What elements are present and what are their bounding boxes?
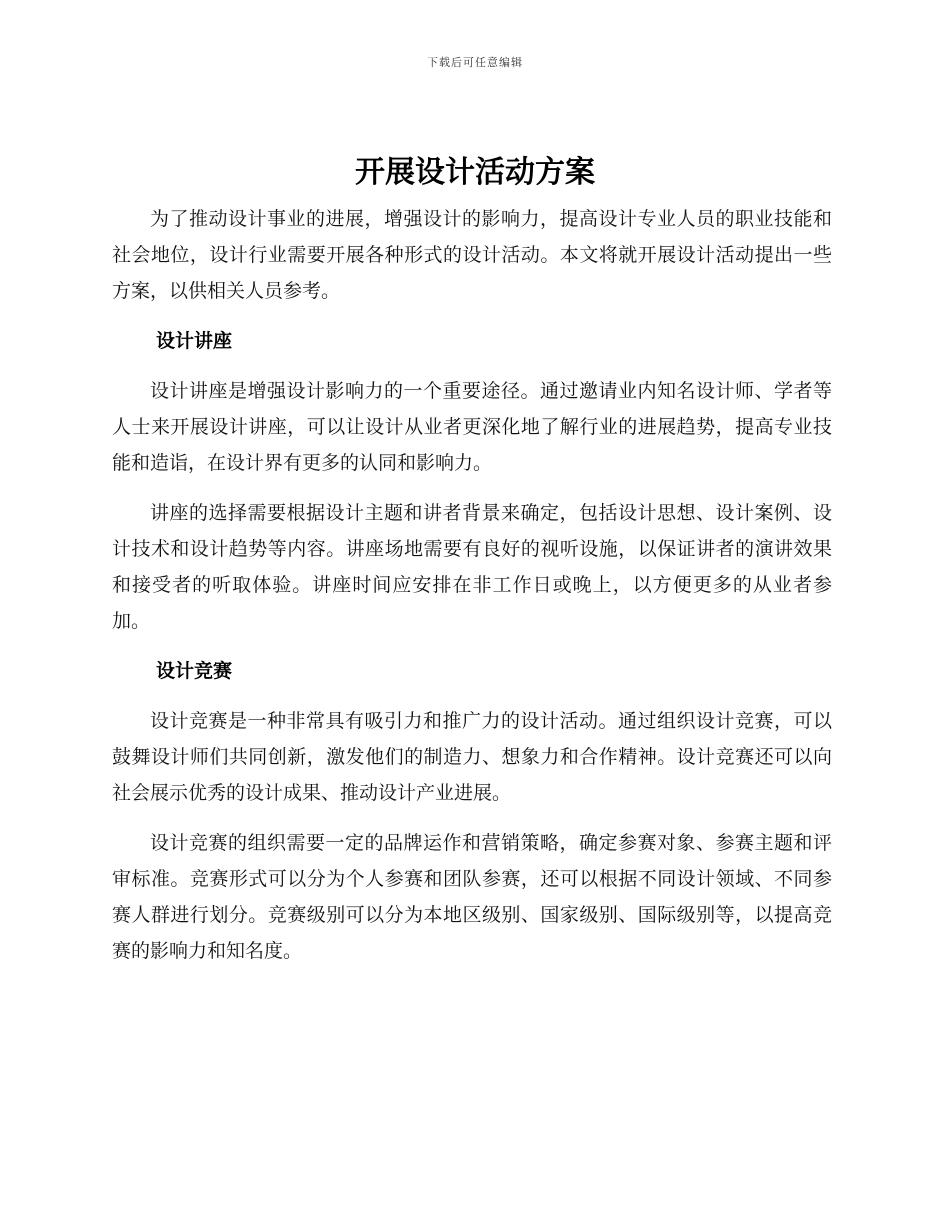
header-note: 下载后可任意编辑 xyxy=(427,56,523,69)
section-paragraph: 讲座的选择需要根据设计主题和讲者背景来确定，包括设计思想、设计案例、设计技术和设计趋势等内容。讲座场地需要有良好的视听设施，以保证讲者的演讲效果和接受者的听取体验。讲座时间应安排在非工作日或晚上，以方便更多的从业者参加。 xyxy=(112,502,832,632)
section-lectures xyxy=(112,323,832,639)
section-competition xyxy=(112,653,832,969)
section-heading: 设计竞赛 xyxy=(156,660,233,682)
section-paragraph: 设计讲座是增强设计影响力的一个重要途径。通过邀请业内知名设计师、学者等人士来开展设计讲座，可以让设计从业者更深化地了解行业的进展趋势，提高专业技能和造诣，在设计界有更多的认同和影响力。 xyxy=(112,380,832,474)
section-heading: 设计讲座 xyxy=(156,330,233,352)
section-paragraph: 设计竞赛是一种非常具有吸引力和推广力的设计活动。通过组织设计竞赛，可以鼓舞设计师们共同创新，激发他们的制造力、想象力和合作精神。设计竞赛还可以向社会展示优秀的设计成果、推动设计产业进展。 xyxy=(112,710,832,804)
document-title: 开展设计活动方案 xyxy=(355,155,595,190)
section-paragraph: 设计竞赛的组织需要一定的品牌运作和营销策略，确定参赛对象、参赛主题和评审标准。竞赛形式可以分为个人参赛和团队参赛，还可以根据不同设计领域、不同参赛人群进行划分。竞赛级别可以分为本地区级别、国家级别、国际级别等，以提高竞赛的影响力和知名度。 xyxy=(112,832,832,962)
intro-paragraph: 为了推动设计事业的进展，增强设计的影响力，提高设计专业人员的职业技能和社会地位，设计行业需要开展各种形式的设计活动。本文将就开展设计活动提出一些方案，以供相关人员参考。 xyxy=(112,208,832,302)
document-body xyxy=(112,201,832,983)
